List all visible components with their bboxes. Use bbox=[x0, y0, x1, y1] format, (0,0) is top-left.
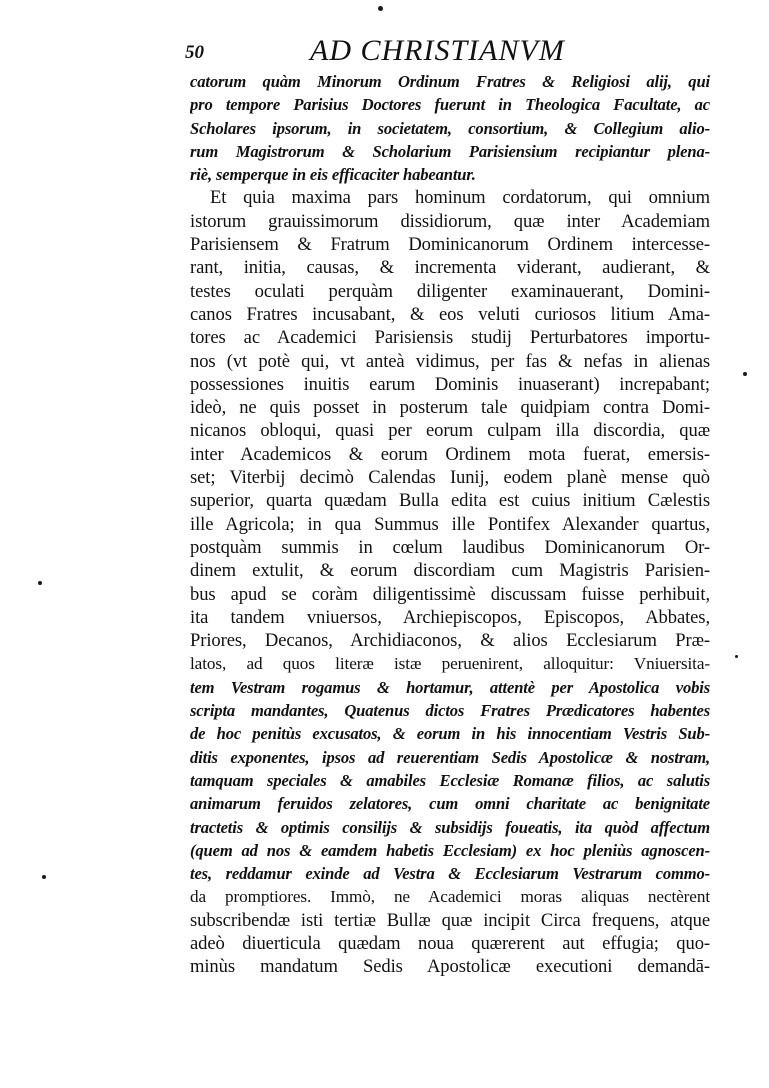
text-line: catorum quàm Minorum Ordinum Fratres & Religiosi alij, qui bbox=[190, 72, 710, 91]
text-line: adeò diuerticula quædam noua quærerent aut effugia; quo- bbox=[190, 932, 710, 954]
page-number: 50 bbox=[185, 42, 204, 63]
running-head: AD CHRISTIANVM bbox=[310, 34, 565, 67]
text-line: ita tandem vniuersos, Archiepiscopos, Episcopos, Abbates, bbox=[190, 606, 710, 628]
text-line: nicanos obloqui, quasi per eorum culpam illa discordia, quæ bbox=[190, 420, 710, 442]
text-line: rum Magistrorum & Scholarium Parisiensium recipiantur plena- bbox=[190, 141, 710, 161]
text-line: ille Agricola; in qua Summus ille Pontifex Alexander quartus, bbox=[190, 513, 710, 535]
text-line: canos Fratres incusabant, & eos veluti curiosos litium Ama- bbox=[190, 303, 710, 325]
text-line: postquàm summis in cœlum laudibus Dominicanorum Or- bbox=[190, 536, 710, 558]
text-line: scripta mandantes, Quatenus dictos Fratres Prædicatores habentes bbox=[190, 701, 710, 721]
text-line: inter Academicos & eorum Ordinem mota fuerat, emersis- bbox=[190, 443, 710, 465]
text-line: tamquam speciales & amabiles Ecclesiæ Romanæ filios, ac salutis bbox=[190, 770, 710, 790]
text-line: Et quia maxima pars hominum cordatorum, qui omnium bbox=[210, 187, 710, 209]
ink-speck bbox=[743, 372, 747, 376]
text-line: subscribendæ isti tertiæ Bullæ quæ incipit Circa frequens, atque bbox=[190, 909, 710, 931]
text-line: ideò, ne quis posset in posterum tale quidpiam contra Domi- bbox=[190, 397, 710, 419]
text-line: bus apud se coràm diligentissimè discussam fuisse perhibuit, bbox=[190, 583, 710, 605]
ink-speck bbox=[735, 655, 738, 658]
text-line: latos, ad quos literæ istæ peruenirent, alloquitur: Vniuersita- bbox=[190, 654, 710, 674]
text-line: tem Vestram rogamus & hortamur, attentè per Apostolica vobis bbox=[190, 677, 710, 697]
text-line: istorum grauissimorum dissidiorum, quæ inter Academiam bbox=[190, 210, 710, 232]
text-line: rant, initia, causas, & incrementa viderant, audierant, & bbox=[190, 257, 710, 279]
text-line: riè, semperque in eis efficaciter habeantur. bbox=[190, 165, 476, 185]
text-line: (quem ad nos & eamdem habetis Ecclesiam) ex hoc pleniùs agnoscen- bbox=[190, 840, 710, 860]
body-text bbox=[190, 70, 710, 979]
text-line: pro tempore Parisius Doctores fuerunt in Theologica Facultate, ac bbox=[190, 95, 710, 115]
text-line: nos (vt potè qui, vt anteà vidimus, per fas & nefas in alienas bbox=[190, 350, 710, 372]
text-line: possessiones inuitis earum Dominis inuaserant) increpabant; bbox=[190, 373, 710, 395]
text-line: Parisiensem & Fratrum Dominicanorum Ordinem intercesse- bbox=[190, 234, 710, 256]
text-line: tores ac Academici Parisiensis studij Perturbatores importu- bbox=[190, 327, 710, 349]
text-line: set; Viterbij decimò Calendas Iunij, eodem planè mense quò bbox=[190, 467, 710, 489]
text-line: tes, reddamur exinde ad Vestra & Ecclesiarum Vestrarum commo- bbox=[190, 864, 710, 884]
ink-speck bbox=[42, 875, 46, 879]
text-line: de hoc penitùs excusatos, & eorum in his innocentiam Vestris Sub- bbox=[190, 724, 710, 744]
text-line: animarum feruidos zelatores, cum omni charitate ac benignitate bbox=[190, 794, 710, 814]
text-line: Priores, Decanos, Archidiaconos, & alios Ecclesiarum Præ- bbox=[190, 630, 710, 652]
page-header bbox=[185, 34, 725, 68]
text-line: ditis exponentes, ipsos ad reuerentiam Sedis Apostolicæ & nostram, bbox=[190, 747, 710, 767]
text-line: Scholares ipsorum, in societatem, consortium, & Collegium alio- bbox=[190, 118, 710, 138]
text-line: superior, quarta quædam Bulla edita est cuius initium Cælestis bbox=[190, 490, 710, 512]
ink-speck bbox=[38, 581, 42, 585]
ink-speck bbox=[378, 6, 383, 11]
text-line: testes oculati perquàm diligenter examinauerant, Domini- bbox=[190, 280, 710, 302]
text-line: da promptiores. Immò, ne Academici moras aliquas nectèrent bbox=[190, 887, 710, 907]
text-line: tractetis & optimis consilijs & subsidijs foueatis, ita quòd affectum bbox=[190, 817, 710, 837]
text-line: minùs mandatum Sedis Apostolicæ executioni demandā- bbox=[190, 956, 710, 978]
text-line: dinem extulit, & eorum discordiam cum Magistris Parisien- bbox=[190, 560, 710, 582]
